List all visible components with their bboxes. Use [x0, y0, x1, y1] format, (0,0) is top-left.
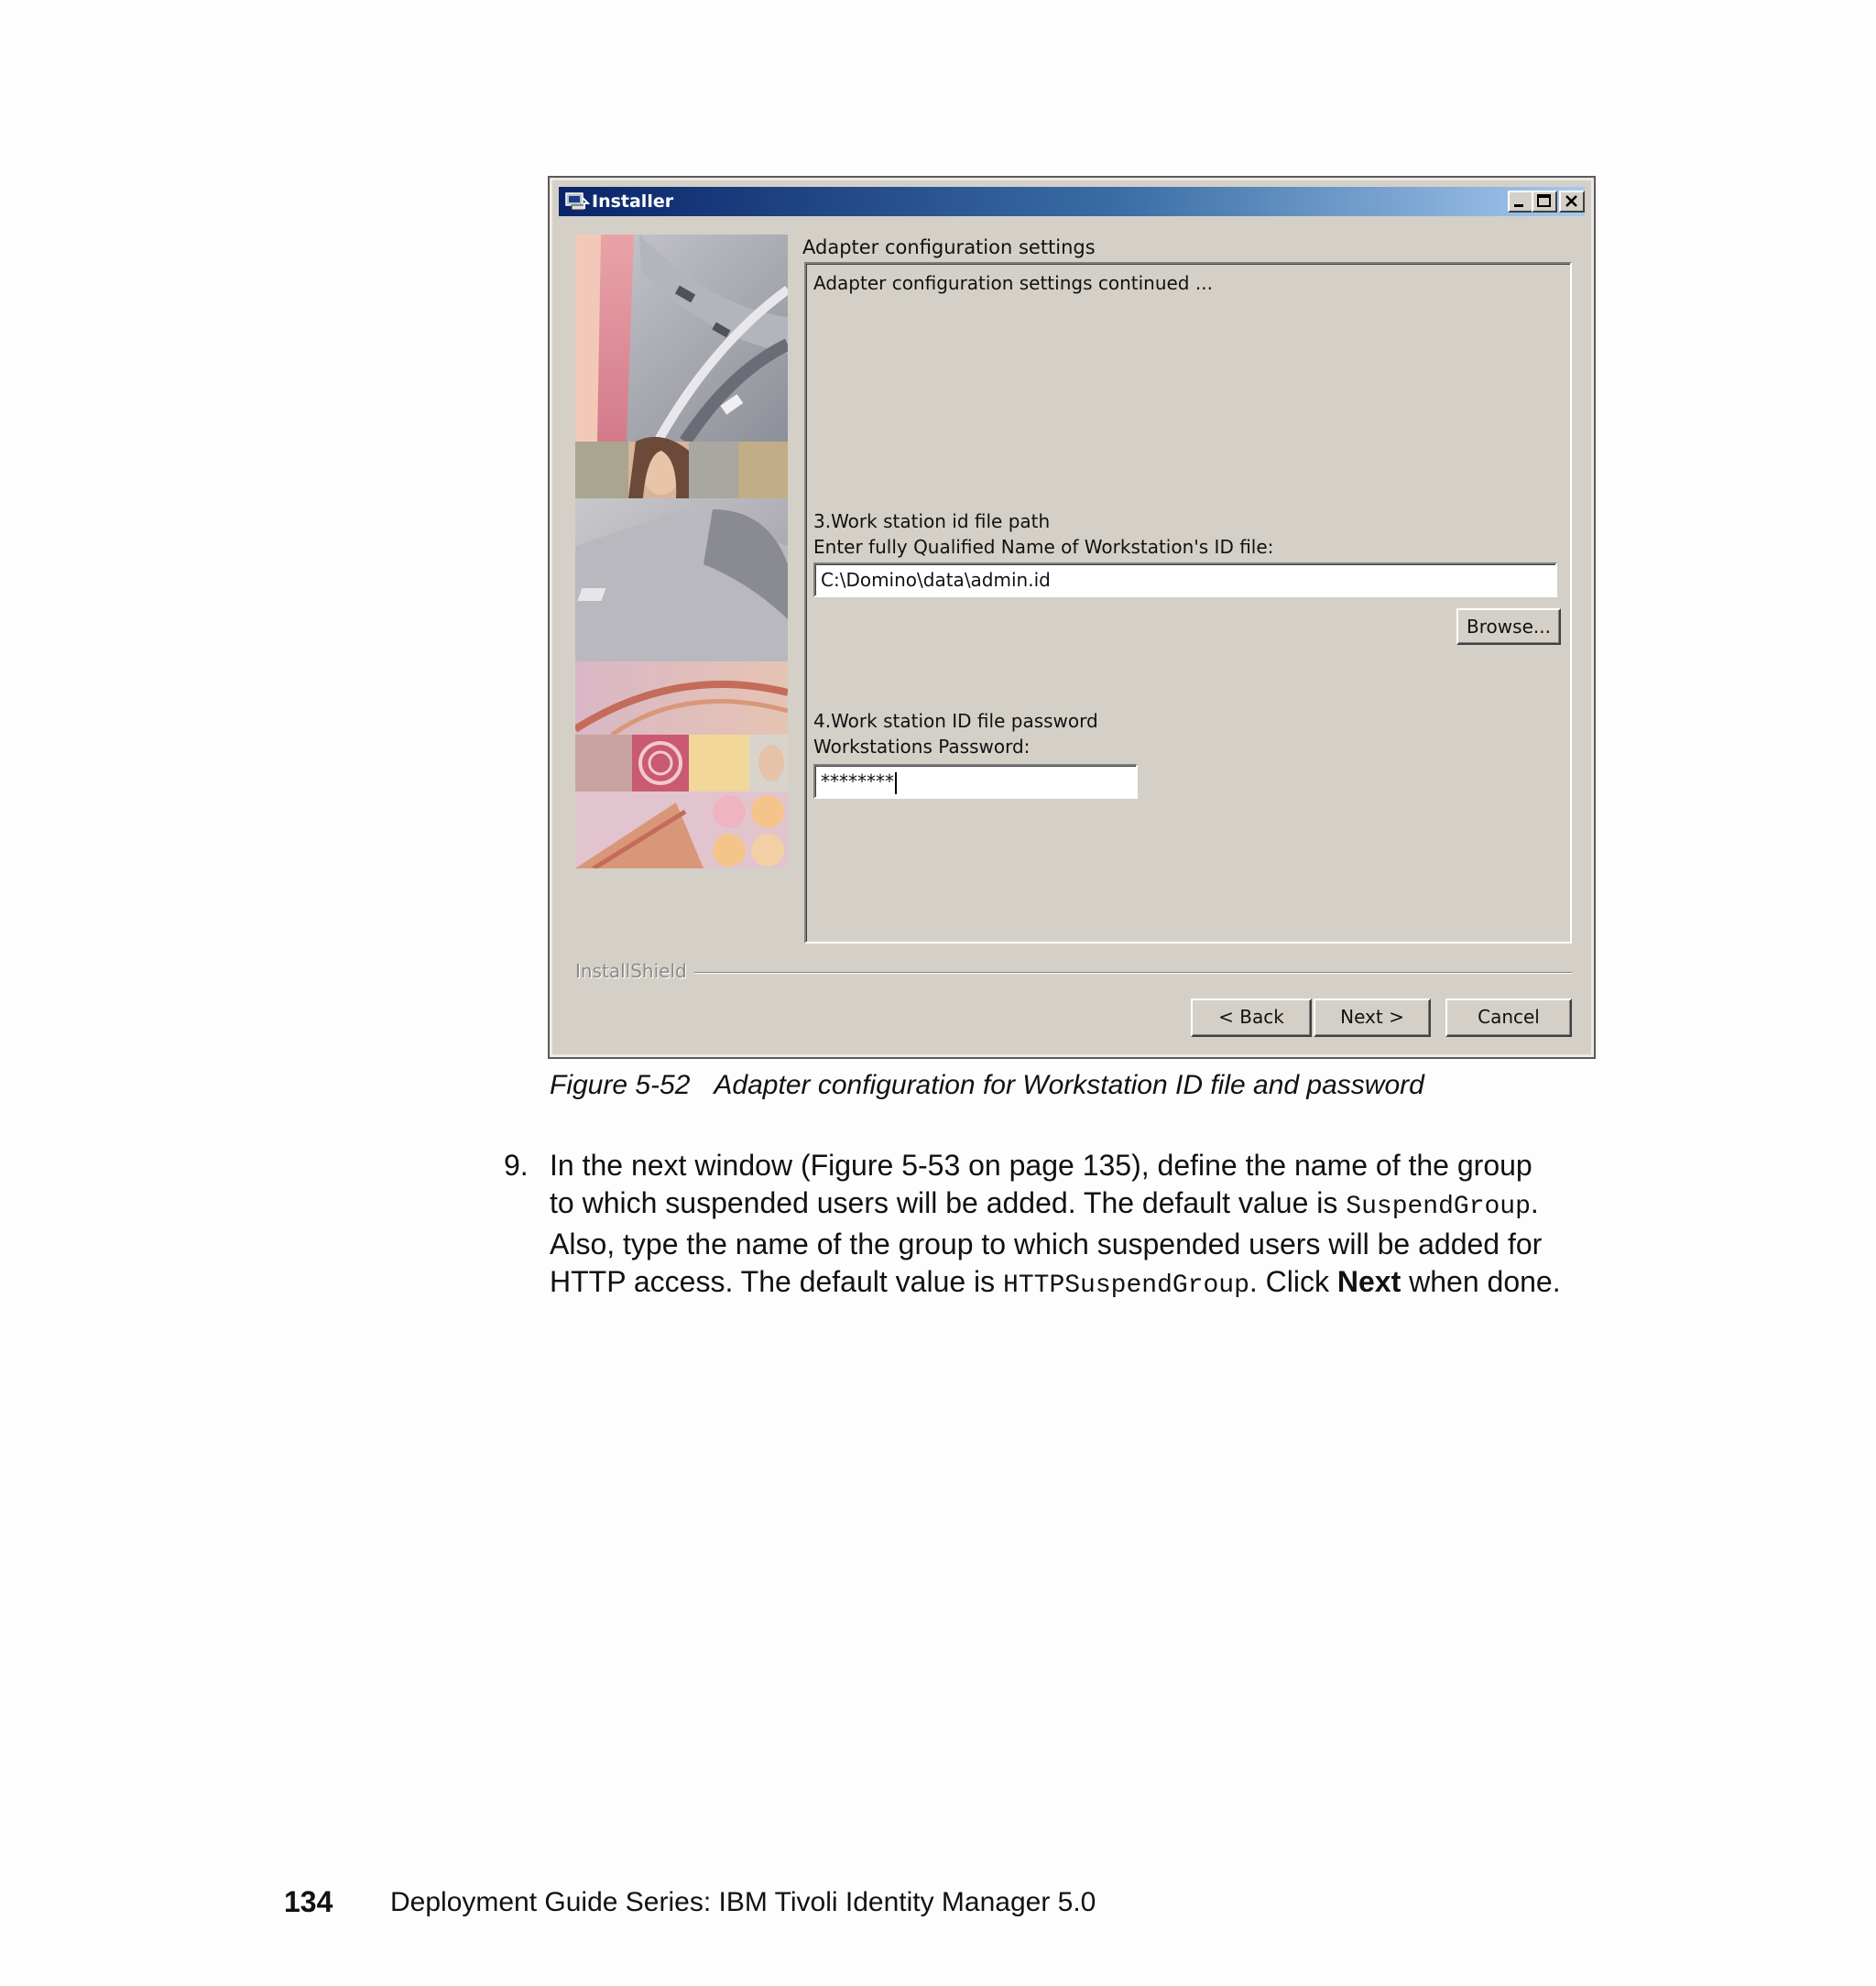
close-icon	[1561, 192, 1583, 211]
maximize-button[interactable]	[1532, 191, 1557, 213]
close-button[interactable]	[1559, 191, 1585, 213]
bold-next: Next	[1336, 1264, 1402, 1298]
next-button[interactable]: Next >	[1314, 998, 1431, 1037]
installer-window	[548, 176, 1596, 1059]
step-line-1: In the next window (Figure 5-53 on page 135), define the name of the group	[550, 1149, 1532, 1182]
figure-caption	[550, 1070, 1424, 1101]
brand-divider	[694, 972, 1572, 974]
step-line-2: to which suspended users will be added. The default value is SuspendGroup.	[550, 1185, 1539, 1221]
browse-button[interactable]: Browse...	[1456, 608, 1561, 645]
code-http-suspend-group: HTTPSuspendGroup	[1003, 1271, 1249, 1300]
minimize-button[interactable]	[1508, 191, 1533, 213]
page-number: 134	[284, 1885, 333, 1918]
step-line-4: HTTP access. The default value is HTTPSuspendGroup. Click Next when done.	[550, 1264, 1561, 1300]
footer-title: Deployment Guide Series: IBM Tivoli Identity Manager 5.0	[390, 1887, 1096, 1917]
side-banner-image	[575, 235, 788, 868]
code-suspend-group: SuspendGroup	[1346, 1192, 1531, 1221]
title-bar[interactable]	[559, 187, 1585, 216]
field4-label: Workstations Password:	[813, 736, 1031, 758]
password-value: ********	[821, 770, 894, 792]
installshield-brand: InstallShield	[575, 960, 687, 982]
password-input[interactable]	[813, 764, 1138, 799]
field4-heading: 4.Work station ID file password	[813, 710, 1098, 732]
maximize-icon	[1533, 192, 1555, 211]
window-title: Installer	[592, 191, 674, 212]
id-file-path-value: C:\Domino\data\admin.id	[821, 569, 1051, 591]
minimize-icon	[1510, 192, 1532, 211]
step-line-3: Also, type the name of the group to which suspended users will be added for	[550, 1228, 1543, 1260]
settings-panel	[804, 262, 1572, 944]
installer-icon	[564, 191, 590, 213]
step-number: 9.	[504, 1149, 529, 1182]
figure-number: Figure 5-52	[550, 1070, 691, 1100]
text-caret	[895, 772, 897, 794]
field3-label: Enter fully Qualified Name of Workstation's ID file:	[813, 536, 1274, 558]
field3-heading: 3.Work station id file path	[813, 510, 1051, 532]
id-file-path-input[interactable]	[813, 562, 1557, 597]
cancel-button[interactable]: Cancel	[1445, 998, 1572, 1037]
back-button[interactable]: < Back	[1191, 998, 1312, 1037]
figure-text: Adapter configuration for Workstation ID file and password	[714, 1070, 1424, 1100]
section-title: Adapter configuration settings	[802, 236, 1096, 258]
panel-subtitle: Adapter configuration settings continued ...	[813, 272, 1213, 294]
